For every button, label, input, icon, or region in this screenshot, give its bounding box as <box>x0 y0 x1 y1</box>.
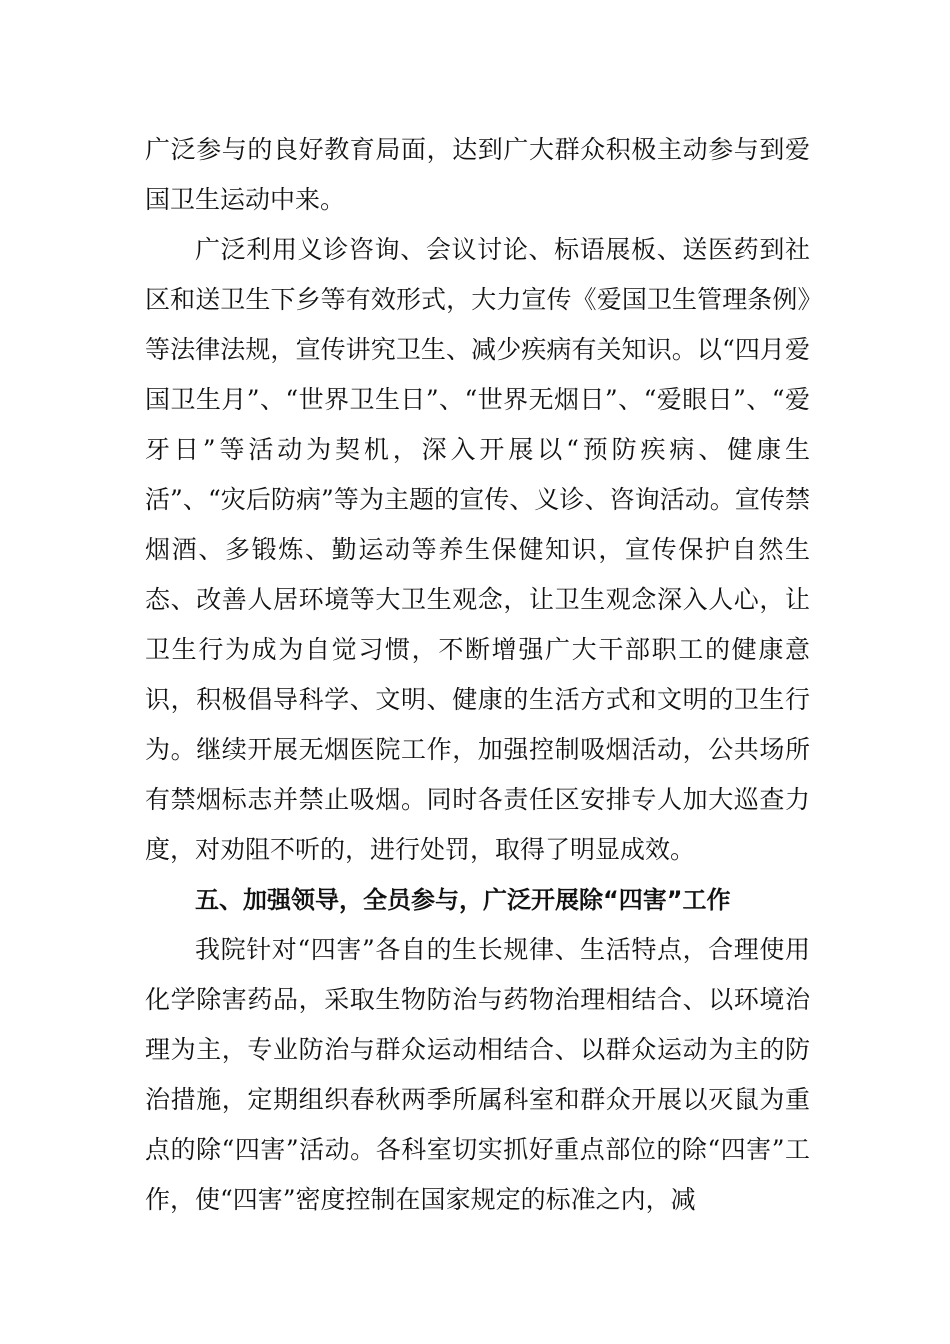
section-heading-five: 五、加强领导，全员参与，广泛开展除“四害”工作 <box>195 886 731 914</box>
paragraph-continuation: 广泛参与的良好教育局面，达到广大群众积极主动参与到爱国卫生运动中来。 <box>145 135 810 214</box>
document-body <box>145 125 810 1225</box>
paragraph-publicity: 广泛利用义诊咨询、会议讨论、标语展板、送医药到社区和送卫生下乡等有效形式，大力宣传《爱国卫生管理条例》等法律法规，宣传讲究卫生、减少疾病有关知识。以“四月爱国卫生月”、“世界卫生日”、“世界无烟日”、“爱眼日”、“爱牙日”等活动为契机，深入开展以“预防疾病、健康生活”、“灾后防病”等为主题的宣传、义诊、咨询活动。宣传禁烟酒、多锻炼、勤运动等养生保健知识，宣传保护自然生态、改善人居环境等大卫生观念，让卫生观念深入人心，让卫生行为成为自觉习惯，不断增强广大干部职工的健康意识，积极倡导科学、文明、健康的生活方式和文明的卫生行为。继续开展无烟医院工作，加强控制吸烟活动，公共场所有禁烟标志并禁止吸烟。同时各责任区安排专人加大巡查力度，对劝阻不听的，进行处罚，取得了明显成效。 <box>145 235 810 864</box>
paragraph-pest-control: 我院针对“四害”各自的生长规律、生活特点，合理使用化学除害药品，采取生物防治与药物治理相结合、以环境治理为主，专业防治与群众运动相结合、以群众运动为主的防治措施，定期组织春秋两季所属科室和群众开展以灭鼠为重点的除“四害”活动。各科室切实抓好重点部位的除“四害”工作，使“四害”密度控制在国家规定的标准之内，减 <box>145 935 810 1214</box>
